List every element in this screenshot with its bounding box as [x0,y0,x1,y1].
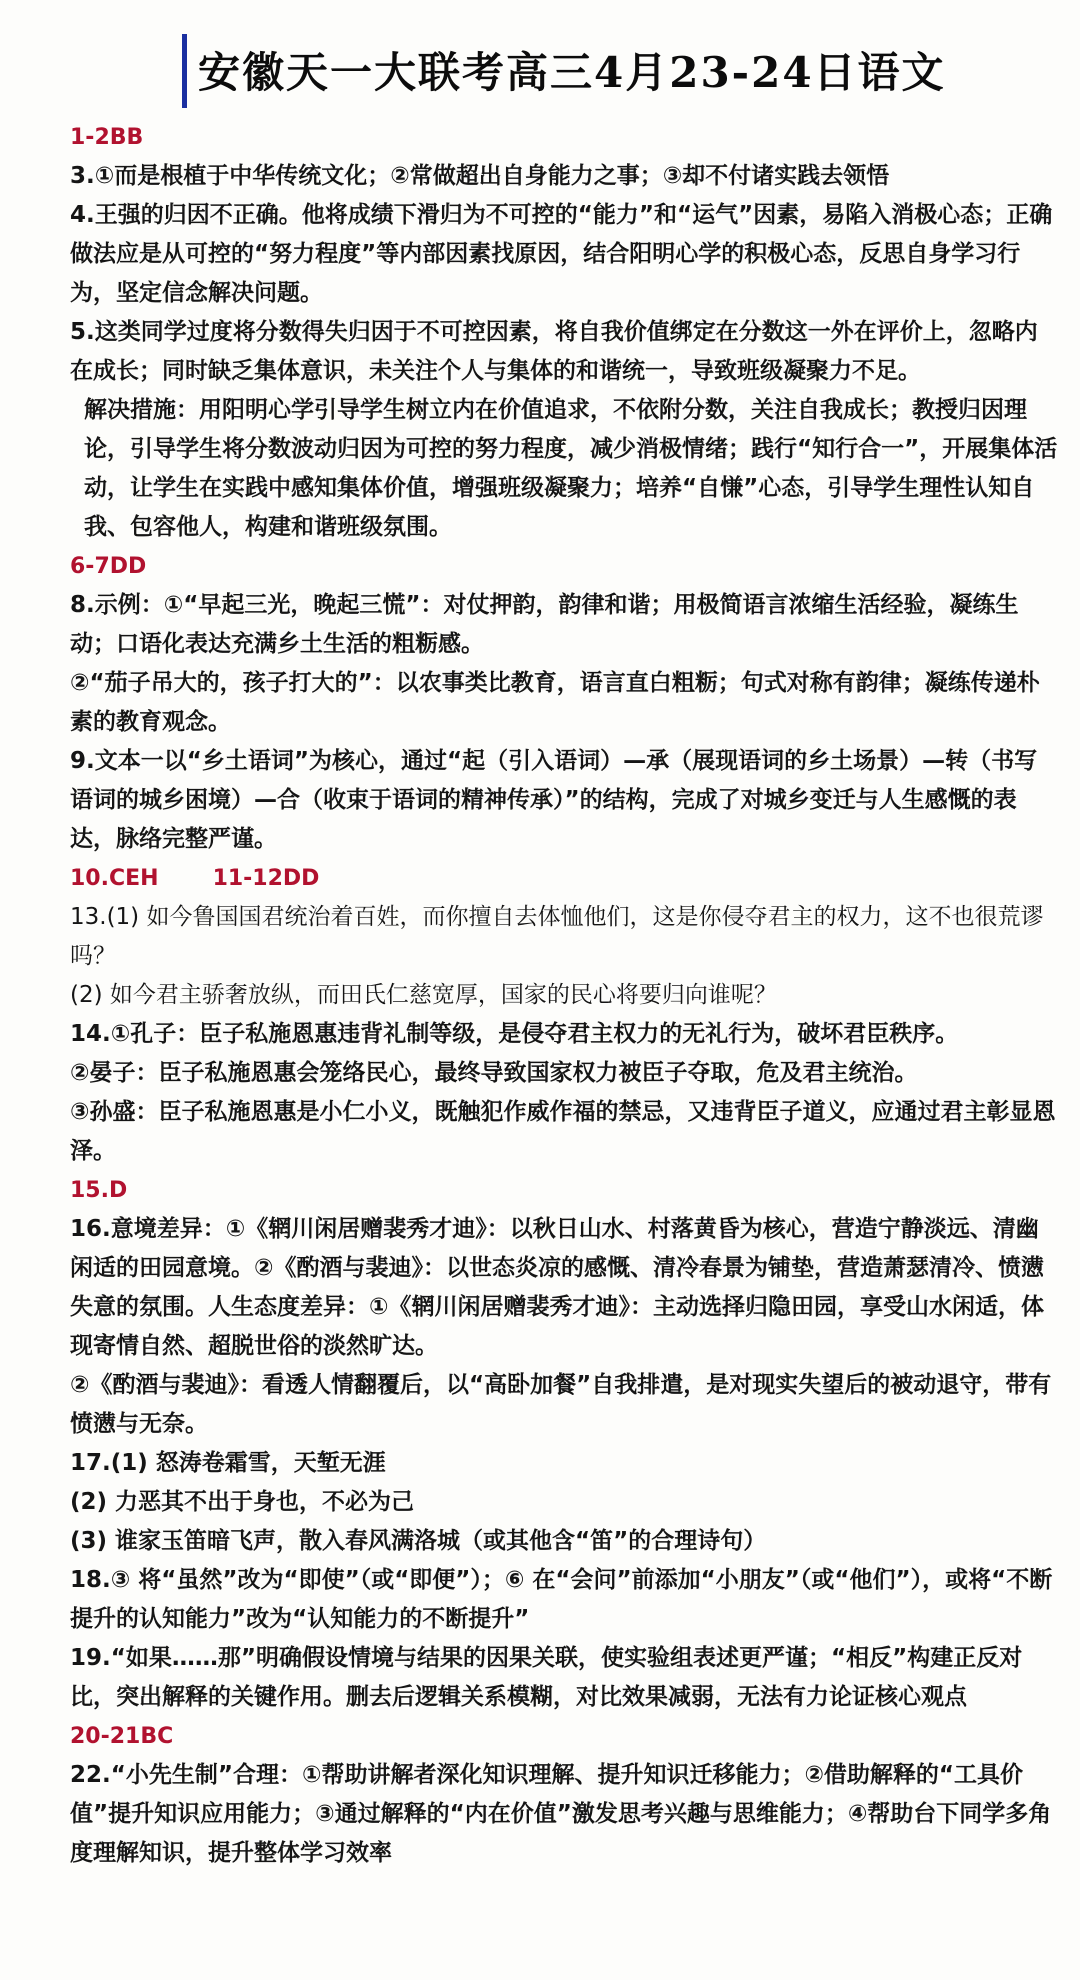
answer-17-1: 17.(1) 怒涛卷霜雪，天堑无涯 [70,1450,386,1476]
answer-3: 3.①而是根植于中华传统文化；②常做超出自身能力之事；③却不付诸实践去领悟 [70,163,890,189]
answer-20-21: 20-21BC [70,1724,174,1749]
answer-content [70,118,1058,1873]
answer-1-2: 1-2BB [70,125,144,150]
answer-16-1: 16.意境差异：①《辋川闲居赠裴秀才迪》：以秋日山水、村落黄昏为核心，营造宁静淡远、清幽闲适的田园意境。②《酌酒与裴迪》：以世态炎凉的感慨、清冷春景为铺垫，营造萧瑟清冷、愤懑失意的氛围。人生态度差异：①《辋川闲居赠裴秀才迪》：主动选择归隐田园，享受山水闲适，体现寄情自然、超脱世俗的淡然旷达。 [70,1216,1044,1359]
answer-5-measures: 解决措施：用阳明心学引导学生树立内在价值追求，不依附分数，关注自我成长；教授归因理论，引导学生将分数波动归因为可控的努力程度，减少消极情绪；践行“知行合一”，开展集体活动，让学生在实践中感知集体价值，增强班级凝聚力；培养“自慊”心态，引导学生理性认知自我、包容他人，构建和谐班级氛围。 [84,397,1058,540]
answer-22: 22.“小先生制”合理：①帮助讲解者深化知识理解、提升知识迁移能力；②借助解释的“工具价值”提升知识应用能力；③通过解释的“内在价值”激发思考兴趣与思维能力；④帮助台下同学多角度理解知识，提升整体学习效率 [70,1762,1052,1866]
answer-16-2: ②《酌酒与裴迪》：看透人情翻覆后，以“高卧加餐”自我排遣，是对现实失望后的被动退守，带有愤懑与无奈。 [70,1372,1052,1437]
answer-17-3: (3) 谁家玉笛暗飞声，散入春风满洛城（或其他含“笛”的合理诗句） [70,1528,767,1554]
answer-6-7: 6-7DD [70,554,147,579]
answer-19: 19.“如果……那”明确假设情境与结果的因果关联，使实验组表述更严谨；“相反”构建正反对比，突出解释的关键作用。删去后逻辑关系模糊，对比效果减弱，无法有力论证核心观点 [70,1645,1023,1710]
answer-18: 18.③ 将“虽然”改为“即使”（或“即便”）；⑥ 在“会问”前添加“小朋友”（或“他们”），或将“不断提升的认知能力”改为“认知能力的不断提升” [70,1567,1053,1632]
title-block [70,0,1058,118]
answer-13-2: (2) 如今君主骄奢放纵，而田氏仁慈宽厚，国家的民心将要归向谁呢？ [70,982,777,1008]
page-title: 安徽天一大联考高三4月23-24日语文 [198,48,946,97]
answer-8-example-1: 8.示例：①“早起三光，晚起三慌”：对仗押韵，韵律和谐；用极简语言浓缩生活经验，凝练生动；口语化表达充满乡土生活的粗粝感。 [70,592,1019,657]
answer-15: 15.D [70,1178,128,1203]
answer-14-3: ③孙盛：臣子私施恩惠是小仁小义，既触犯作威作福的禁忌，又违背臣子道义，应通过君主彰显恩泽。 [70,1099,1056,1164]
answer-14-2: ②晏子：臣子私施恩惠会笼络民心，最终导致国家权力被臣子夺取，危及君主统治。 [70,1060,918,1086]
answer-10-12 [70,859,1058,898]
answer-17-2: (2) 力恶其不出于身也，不必为己 [70,1489,415,1515]
answer-10: 10.CEH [70,866,159,891]
answer-13-1: 13.(1) 如今鲁国国君统治着百姓，而你擅自去体恤他们，这是你侵夺君主的权力，这不也很荒谬吗？ [70,904,1044,969]
answer-14-1: 14.①孔子：臣子私施恩惠违背礼制等级，是侵夺君主权力的无礼行为，破坏君臣秩序。 [70,1021,959,1047]
answer-4: 4.王强的归因不正确。他将成绩下滑归为不可控的“能力”和“运气”因素，易陷入消极心态；正确做法应是从可控的“努力程度”等内部因素找原因，结合阳明心学的积极心态，反思自身学习行为，坚定信念解决问题。 [70,202,1053,306]
answer-11-12: 11-12DD [212,866,320,891]
answer-8-example-2: ②“茄子吊大的，孩子打大的”：以农事类比教育，语言直白粗粝；句式对称有韵律；凝练传递朴素的教育观念。 [70,670,1040,735]
answer-5: 5.这类同学过度将分数得失归因于不可控因素，将自我价值绑定在分数这一外在评价上，忽略内在成长；同时缺乏集体意识，未关注个人与集体的和谐统一，导致班级凝聚力不足。 [70,319,1038,384]
answer-9: 9.文本一以“乡土语词”为核心，通过“起（引入语词）—承（展现语词的乡土场景）—转（书写语词的城乡困境）—合（收束于语词的精神传承）”的结构，完成了对城乡变迁与人生感慨的表达，脉络完整严谨。 [70,748,1038,852]
title-accent-bar [182,34,187,108]
